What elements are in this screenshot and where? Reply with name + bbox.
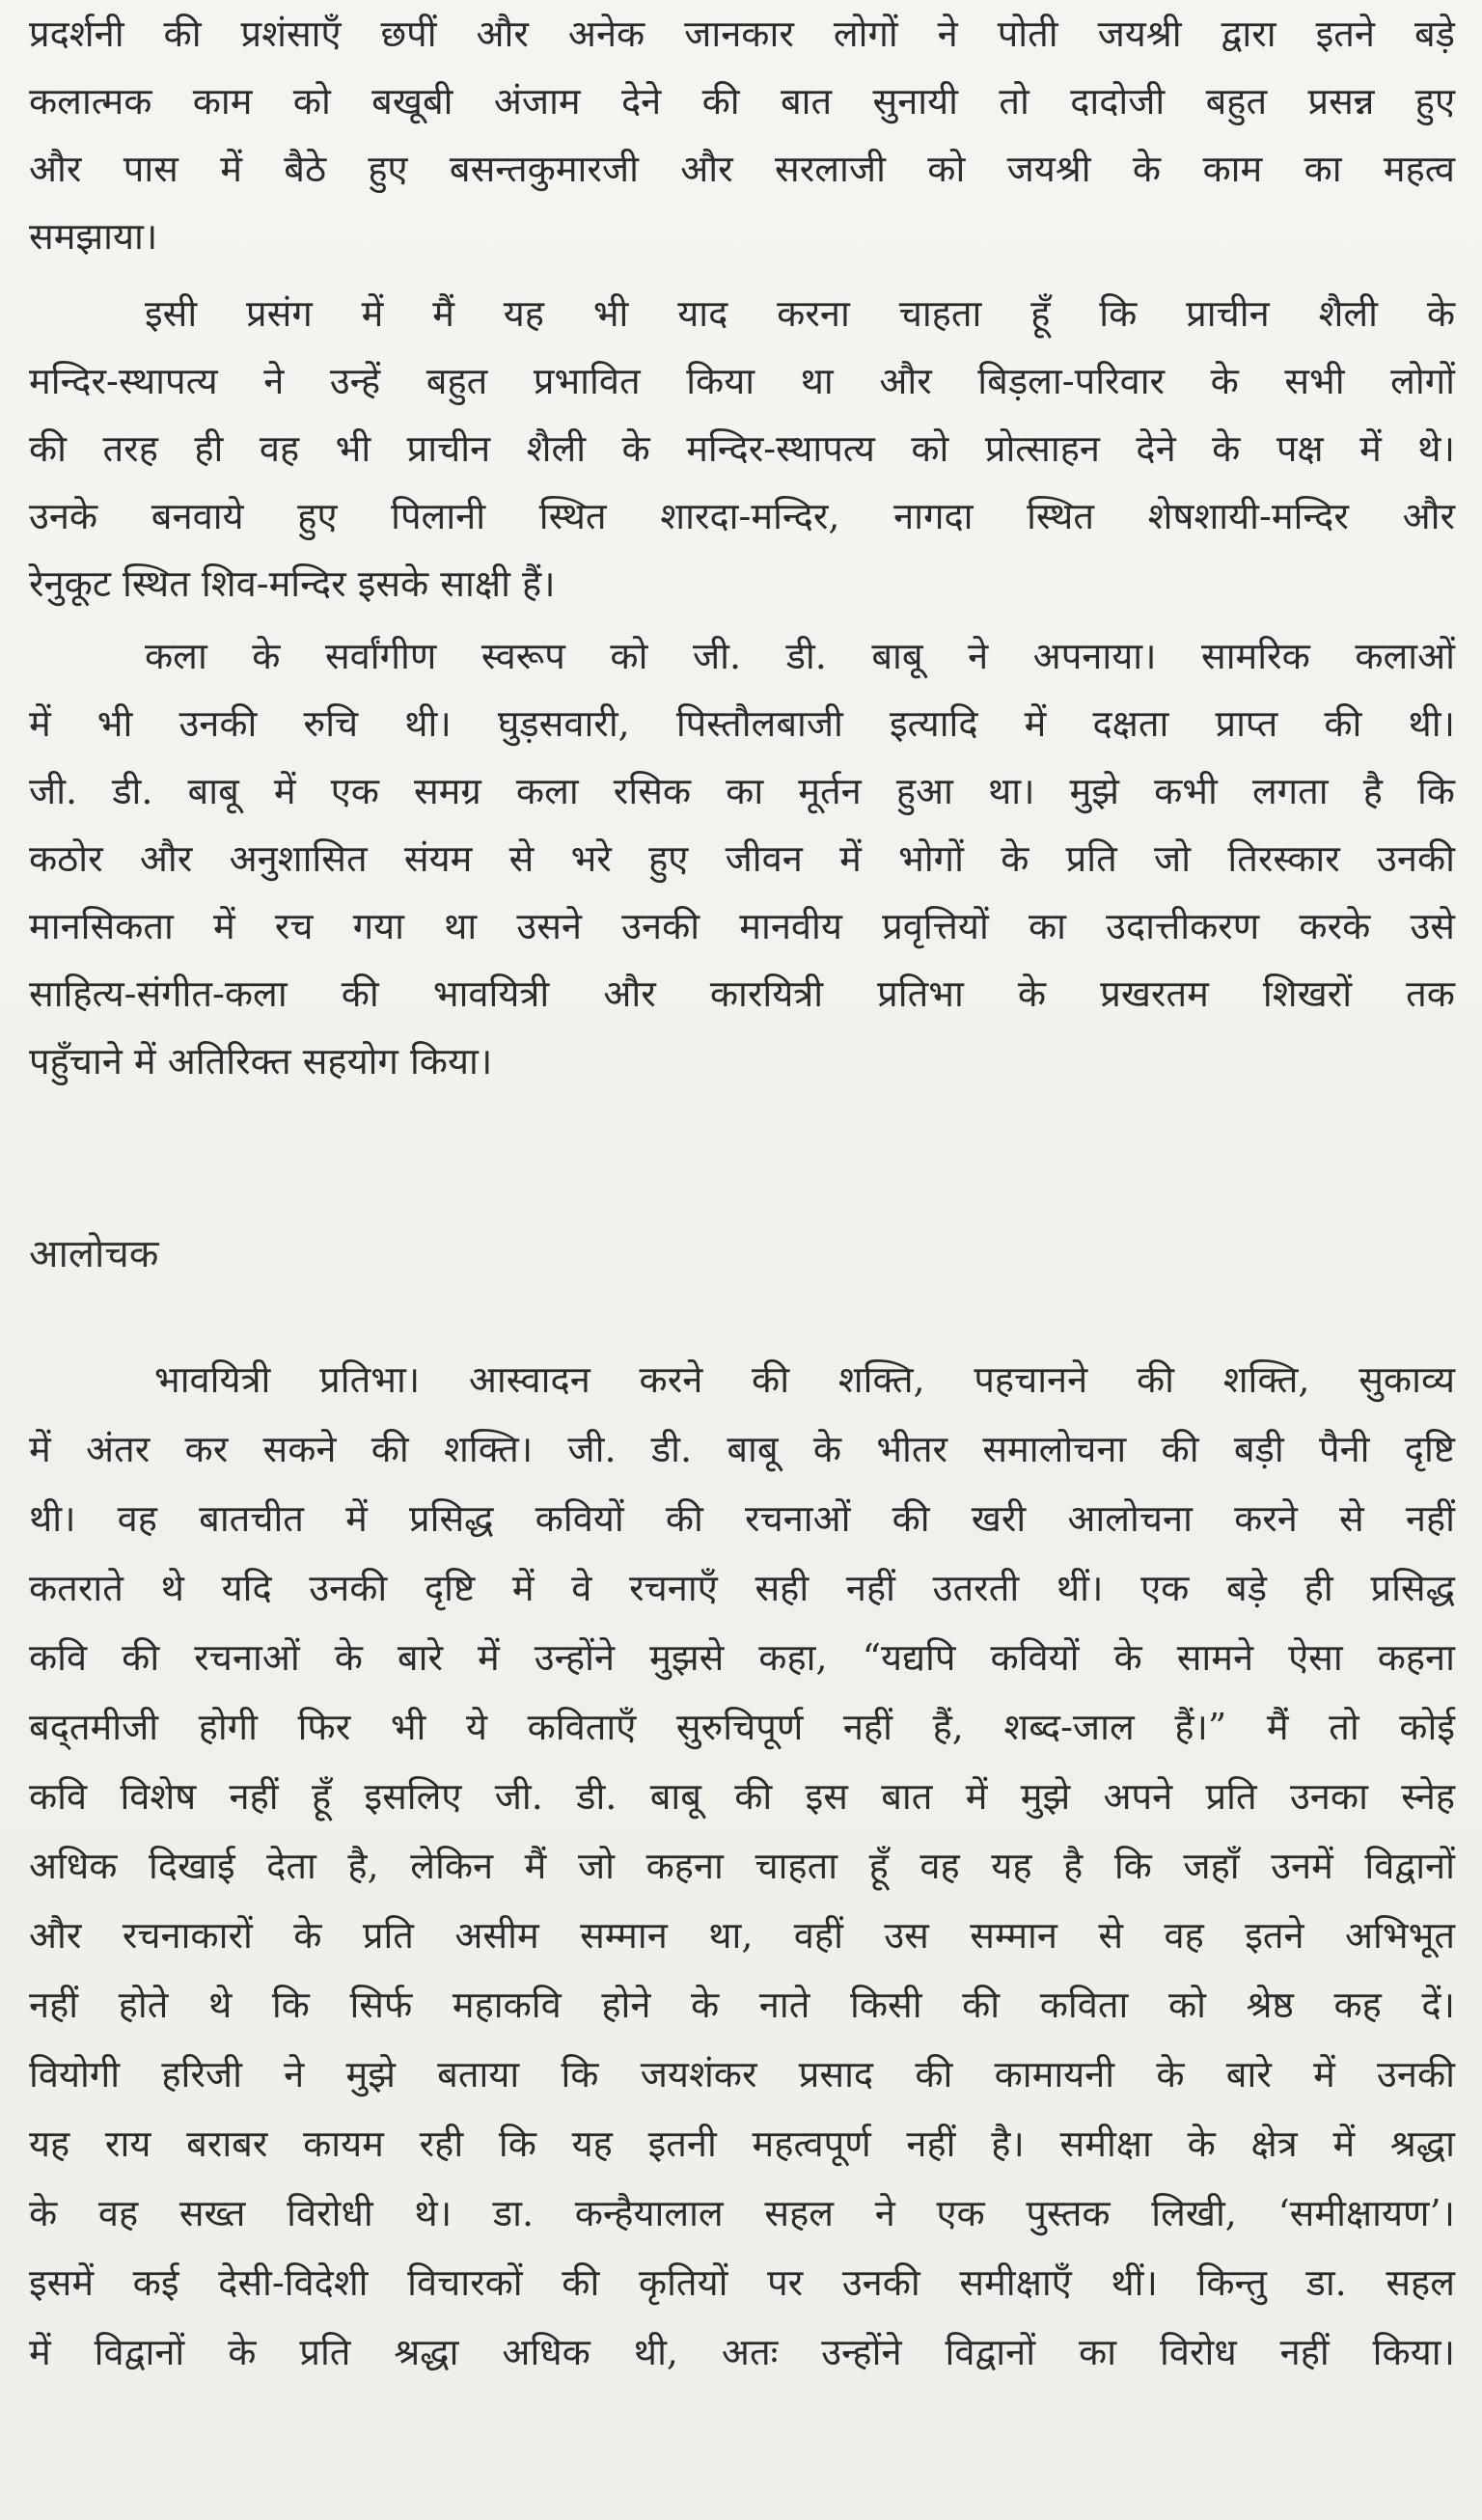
text-line: बद्तमीजी होगी फिर भी ये कविताएँ सुरुचिपूर्ण नहीं हैं, शब्द-जाल हैं।” मैं तो कोई xyxy=(29,1706,1455,1748)
section-heading: आलोचक xyxy=(29,1232,159,1276)
text-line: मानसिकता में रच गया था उसने उनकी मानवीय प्रवृत्तियों का उदात्तीकरण करके उसे xyxy=(29,905,1455,947)
text-line: पहुँचाने में अतिरिक्त सहयोग किया। xyxy=(29,1040,493,1082)
text-line: यह राय बराबर कायम रही कि यह इतनी महत्वपूर्ण नहीं है। समीक्षा के क्षेत्र में श्रद्धा xyxy=(29,2123,1455,2165)
text-line: कला के सर्वांगीण स्वरूप को जी. डी. बाबू ने अपनाया। सामरिक कलाओं xyxy=(145,635,1455,677)
text-line: और पास में बैठे हुए बसन्तकुमारजी और सरलाजी को जयश्री के काम का महत्व xyxy=(29,148,1455,190)
text-line: भावयित्री प्रतिभा। आस्वादन करने की शक्ति, पहचानने की शक्ति, सुकाव्य xyxy=(154,1358,1455,1401)
text-line: मन्दिर-स्थापत्य ने उन्हें बहुत प्रभावित किया था और बिड़ला-परिवार के सभी लोगों xyxy=(29,360,1455,402)
text-line: समझाया। xyxy=(29,215,158,258)
text-line: अधिक दिखाई देता है, लेकिन मैं जो कहना चाहता हूँ वह यह है कि जहाँ उनमें विद्वानों xyxy=(29,1845,1455,1887)
text-line: कठोर और अनुशासित संयम से भरे हुए जीवन में भोगों के प्रति जो तिरस्कार उनकी xyxy=(29,837,1455,880)
text-line: प्रदर्शनी की प्रशंसाएँ छपीं और अनेक जानकार लोगों ने पोती जयश्री द्वारा इतने बड़े xyxy=(29,13,1455,55)
text-line: नहीं होते थे कि सिर्फ महाकवि होने के नाते किसी की कविता को श्रेष्ठ कह दें। xyxy=(29,1984,1455,2026)
text-line: में भी उनकी रुचि थी। घुड़सवारी, पिस्तौलबाजी इत्यादि में दक्षता प्राप्त की थी। xyxy=(29,702,1455,745)
text-line: उनके बनवाये हुए पिलानी स्थित शारदा-मन्दिर, नागदा स्थित शेषशायी-मन्दिर और xyxy=(29,495,1455,537)
text-line: कवि विशेष नहीं हूँ इसलिए जी. डी. बाबू की इस बात में मुझे अपने प्रति उनका स्नेह xyxy=(29,1775,1455,1818)
text-line: कलात्मक काम को बखूबी अंजाम देने की बात सुनायी तो दादोजी बहुत प्रसन्न हुए xyxy=(29,80,1455,123)
text-line: थी। वह बातचीत में प्रसिद्ध कवियों की रचनाओं की खरी आलोचना करने से नहीं xyxy=(29,1497,1455,1540)
text-line: रेनुकूट स्थित शिव-मन्दिर इसके साक्षी हैं। xyxy=(29,562,556,605)
text-line: और रचनाकारों के प्रति असीम सम्मान था, वहीं उस सम्मान से वह इतने अभिभूत xyxy=(29,1914,1455,1957)
text-line: साहित्य-संगीत-कला की भावयित्री और कारयित्री प्रतिभा के प्रखरतम शिखरों तक xyxy=(29,972,1455,1015)
text-line: कतराते थे यदि उनकी दृष्टि में वे रचनाएँ सही नहीं उतरती थीं। एक बड़े ही प्रसिद्ध xyxy=(29,1567,1455,1609)
text-line: की तरह ही वह भी प्राचीन शैली के मन्दिर-स्थापत्य को प्रोत्साहन देने के पक्ष में थे। xyxy=(29,427,1455,470)
text-line: इसमें कई देसी-विदेशी विचारकों की कृतियों पर उनकी समीक्षाएँ थीं। किन्तु डा. सहल xyxy=(29,2261,1455,2304)
text-line: कवि की रचनाओं के बारे में उन्होंने मुझसे कहा, “यद्यपि कवियों के सामने ऐसा कहना xyxy=(29,1636,1455,1679)
text-line: के वह सख्त विरोधी थे। डा. कन्हैयालाल सहल ने एक पुस्तक लिखी, ‘समीक्षायण’। xyxy=(29,2192,1455,2234)
text-line: में विद्वानों के प्रति श्रद्धा अधिक थी, अतः उन्होंने विद्वानों का विरोध नहीं किया। xyxy=(29,2331,1455,2373)
text-line: इसी प्रसंग में मैं यह भी याद करना चाहता हूँ कि प्राचीन शैली के xyxy=(145,292,1455,335)
text-line: जी. डी. बाबू में एक समग्र कला रसिक का मूर्तन हुआ था। मुझे कभी लगता है कि xyxy=(29,770,1455,812)
text-line: वियोगी हरिजी ने मुझे बताया कि जयशंकर प्रसाद की कामायनी के बारे में उनकी xyxy=(29,2053,1455,2095)
text-line: में अंतर कर सकने की शक्ति। जी. डी. बाबू के भीतर समालोचना की बड़ी पैनी दृष्टि xyxy=(29,1428,1455,1470)
